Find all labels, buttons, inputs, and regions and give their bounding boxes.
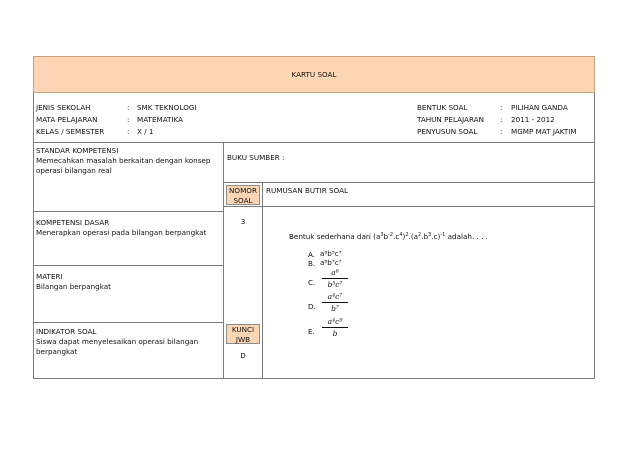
sk-heading: STANDAR KOMPETENSI — [36, 146, 119, 155]
divider-buku — [223, 182, 595, 183]
sk-text: Memecahkan masalah berkaitan dengan konsep operasi bilangan real — [36, 156, 211, 175]
option-c-fraction — [322, 268, 348, 289]
info-sep: : — [500, 115, 503, 124]
option-e-numerator: a⁴c⁹ — [327, 317, 343, 326]
info-value-mata-pelajaran: MATEMATIKA — [137, 115, 184, 124]
info-label-mata-pelajaran: MATA PELAJARAN — [36, 115, 98, 124]
materi-text: Bilangan berpangkat — [36, 282, 111, 291]
option-e-denominator: b — [332, 329, 338, 338]
info-label-jenis-sekolah: JENIS SEKOLAH — [36, 103, 91, 112]
indikator-heading: INDIKATOR SOAL — [36, 327, 97, 336]
info-sep: : — [127, 127, 130, 136]
option-d-denominator: b⁷ — [331, 304, 339, 313]
info-value-tahun-pelajaran: 2011 - 2012 — [511, 115, 555, 124]
option-e-fraction — [322, 317, 348, 338]
nomor-soal-label: NOMOR SOAL — [229, 186, 257, 205]
info-sep: : — [127, 115, 130, 124]
option-b-letter: B. — [308, 259, 316, 268]
option-d-letter: D. — [308, 302, 316, 311]
divider-kd — [33, 265, 223, 266]
info-value-jenis-sekolah: SMK TEKNOLOGI — [137, 103, 197, 112]
option-b-text: a⁸b⁷c⁷ — [320, 258, 342, 267]
info-label-penyusun-soal: PENYUSUN SOAL — [417, 127, 478, 136]
option-c-denominator: b⁵c⁷ — [327, 280, 343, 289]
info-label-bentuk-soal: BENTUK SOAL — [417, 103, 468, 112]
kd-heading: KOMPETENSI DASAR — [36, 218, 110, 227]
info-sep: : — [500, 103, 503, 112]
option-c-numerator: a⁸ — [331, 268, 339, 277]
info-value-penyusun-soal: MGMP MAT JAKTIM — [511, 127, 577, 136]
kunci-jwb-value: D — [240, 351, 246, 360]
question-expression: $(a^3b^{-2}.c^4)^2.(a^2.b^3.c)^{-1}$ — [373, 232, 446, 241]
option-a-letter: A. — [308, 250, 316, 259]
nomor-soal-value: 3 — [240, 217, 246, 226]
fraction-bar — [322, 327, 348, 328]
info-label-tahun-pelajaran: TAHUN PELAJARAN — [417, 115, 484, 124]
nomor-soal-header — [226, 185, 260, 205]
info-value-bentuk-soal: PILIHAN GANDA — [511, 103, 568, 112]
kunci-jwb-header — [226, 324, 260, 344]
divider-rumusan — [223, 206, 595, 207]
info-sep: : — [500, 127, 503, 136]
fraction-bar — [322, 302, 348, 303]
indikator-text: Siswa dapat menyelesaikan operasi bilangan berpangkat — [36, 337, 199, 356]
materi-heading: MATERI — [36, 272, 63, 281]
option-d-fraction — [322, 292, 348, 313]
divider-sk — [33, 211, 223, 212]
question-text — [289, 232, 488, 242]
fraction-bar — [322, 278, 348, 279]
option-a-text: a⁸b⁵c⁷ — [320, 249, 342, 258]
info-value-kelas-semester: X / 1 — [137, 127, 154, 136]
kd-text: Menerapkan operasi pada bilangan berpangkat — [36, 228, 207, 237]
rumusan-label: RUMUSAN BUTIR SOAL — [266, 186, 348, 195]
divider-materi — [33, 322, 223, 323]
divider-nomor — [262, 182, 263, 379]
option-d-numerator: a⁴c⁷ — [327, 292, 343, 301]
question-prefix: Bentuk sederhana dari — [289, 232, 371, 241]
option-c-letter: C. — [308, 278, 316, 287]
card-title: KARTU SOAL — [291, 70, 337, 79]
info-sep: : — [127, 103, 130, 112]
card-header — [33, 56, 595, 93]
buku-sumber-label: BUKU SUMBER : — [227, 153, 285, 162]
kunci-jwb-label: KUNCI JWB — [231, 325, 255, 344]
divider-left — [223, 143, 224, 379]
option-e-letter: E. — [308, 327, 315, 336]
info-label-kelas-semester: KELAS / SEMESTER — [36, 127, 105, 136]
question-suffix: adalah. . . . — [447, 232, 488, 241]
